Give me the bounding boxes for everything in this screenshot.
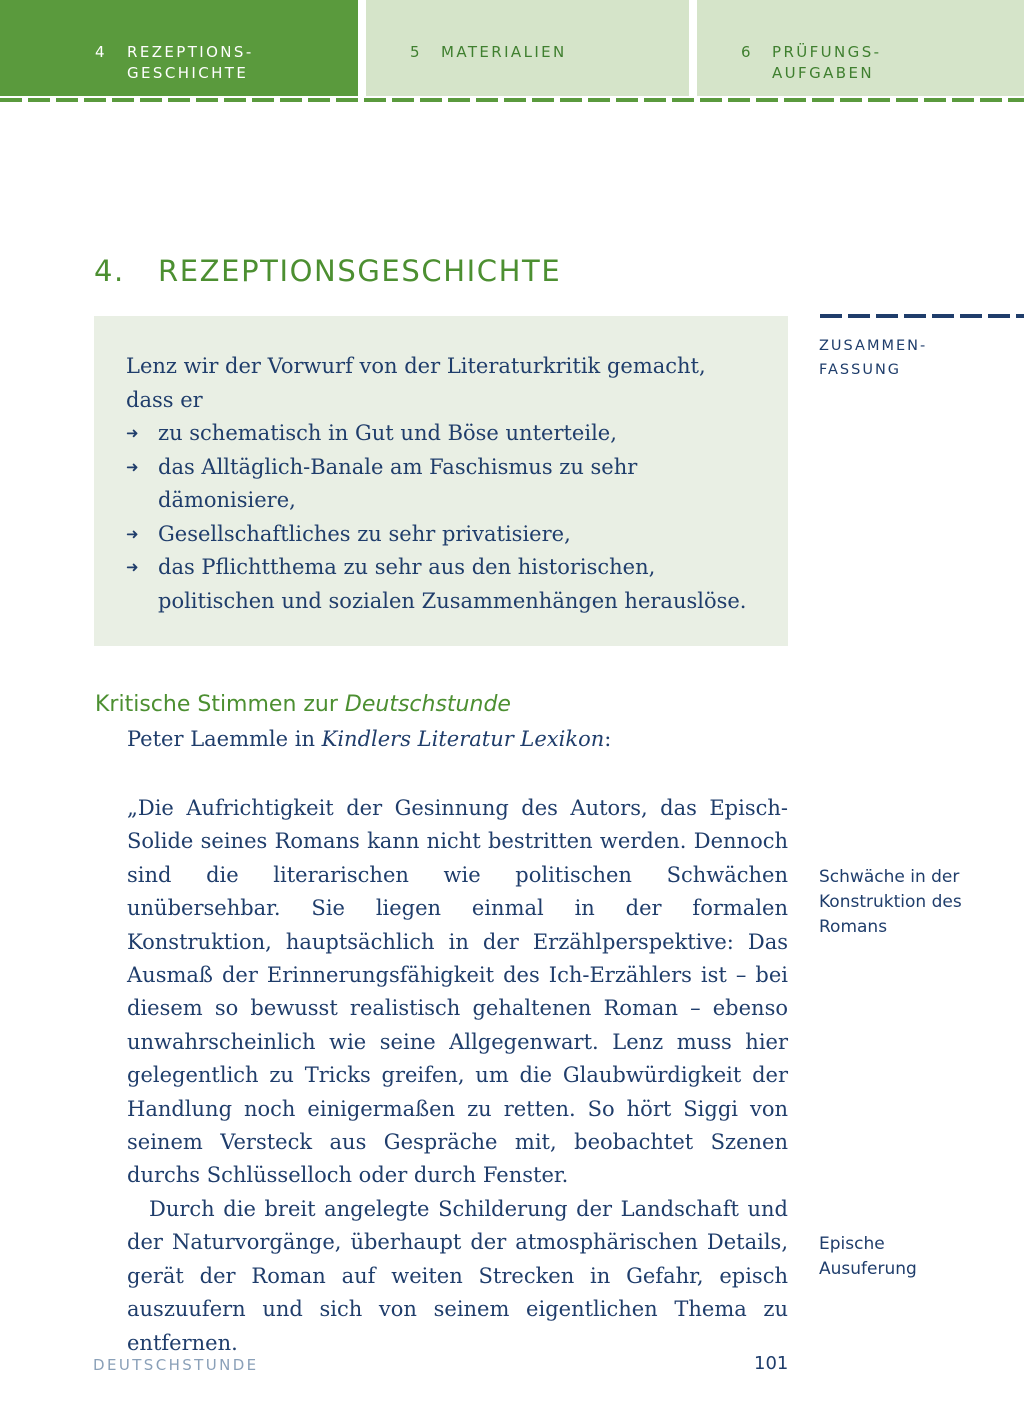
section-heading	[95, 692, 511, 717]
summary-item	[126, 551, 772, 618]
arrow-right-icon: ➜	[126, 424, 139, 442]
summary-item	[126, 417, 772, 451]
margin-note-ausuferung: Epische Ausuferung	[819, 1234, 917, 1279]
summary-item-text: zu schematisch in Gut und Böse unterteile,	[158, 421, 617, 445]
quote-source	[127, 727, 611, 751]
arrow-right-icon: ➜	[126, 457, 139, 476]
summary-item-text: das Pflichtthema zu sehr aus den historischen, politischen und sozialen Zusammenhängen herauslöse.	[158, 555, 747, 613]
chapter-tabs	[0, 0, 1024, 96]
header-dash-divider	[0, 98, 1024, 102]
section-heading-text: Kritische Stimmen zur	[95, 692, 345, 717]
tab-rezeptionsgeschichte[interactable]	[0, 0, 358, 96]
source-author: Peter Laemmle in	[127, 727, 322, 751]
summary-item-text: Gesellschaftliches zu sehr privatisiere,	[158, 521, 571, 546]
summary-item	[126, 518, 772, 552]
tab-pruefungsaufgaben[interactable]	[697, 0, 1024, 96]
summary-list	[126, 417, 772, 618]
chapter-title: REZEPTIONSGESCHICHTE	[158, 254, 562, 288]
margin-note-konstruktion: Schwäche in der Konstruktion des Romans	[819, 867, 962, 937]
summary-intro: Lenz wir der Vorwurf von der Literaturkritik gemacht, dass er	[126, 354, 706, 412]
source-colon: :	[604, 727, 612, 751]
quote-paragraph: Durch die breit angelegte Schilderung der Landschaft und der Naturvorgänge, überhaupt der atmosphärischen Details, gerät der Roman auf weiten Strecken in Gefahr, episch auszuufern und sich von seinem eigentlichen Thema zu entfernen.	[127, 1196, 788, 1355]
tab-number: 5	[410, 43, 422, 61]
summary-item	[126, 451, 678, 518]
tab-label: PRÜFUNGS- AUFGABEN	[772, 43, 882, 82]
tab-label: REZEPTIONS- GESCHICHTE	[127, 43, 254, 82]
arrow-right-icon: ➜	[126, 558, 139, 576]
tab-number: 6	[741, 43, 753, 61]
footer-title: DEUTSCHSTUNDE	[93, 1356, 259, 1374]
chapter-heading	[94, 254, 561, 288]
section-heading-title: Deutschstunde	[344, 692, 511, 717]
page-number: 101	[754, 1353, 789, 1374]
tab-materialien[interactable]	[366, 0, 689, 96]
arrow-right-icon: ➜	[126, 524, 139, 543]
chapter-number: 4.	[94, 254, 125, 288]
source-work: Kindlers Literatur Lexikon	[321, 727, 605, 751]
margin-summary-label: ZUSAMMEN- FASSUNG	[819, 338, 928, 378]
tab-label: MATERIALIEN	[441, 43, 567, 61]
quote-paragraph: „Die Aufrichtigkeit der Gesinnung des Autors, das Episch-Solide seines Romans kann nicht bestritten werden. Dennoch sind die literarischen wie politischen Schwächen unübersehbar. Sie liegen einmal in der formalen Konstruktion, hauptsächlich in der Erzählperspektive: Das Ausmaß der Erinnerungsfähigkeit des Ich-Erzählers ist – bei diesem so bewusst realistisch gehaltenen Roman – ebenso unwahrscheinlich wie seine Allgegenwart. Lenz muss hier gelegentlich zu Tricks greifen, um die Glaubwürdigkeit der Handlung noch einigermaßen zu retten. So hört Siggi von seinem Versteck aus Gespräche mit, beobachtet Szenen durchs Schlüsselloch oder durch Fenster.	[127, 796, 788, 1188]
quote-body	[127, 792, 788, 1360]
summary-item-text: das Alltäglich-Banale am Faschismus zu sehr dämonisiere,	[158, 454, 638, 512]
summary-box	[94, 316, 788, 646]
margin-dash-divider	[820, 314, 1024, 318]
tab-number: 4	[95, 43, 107, 61]
